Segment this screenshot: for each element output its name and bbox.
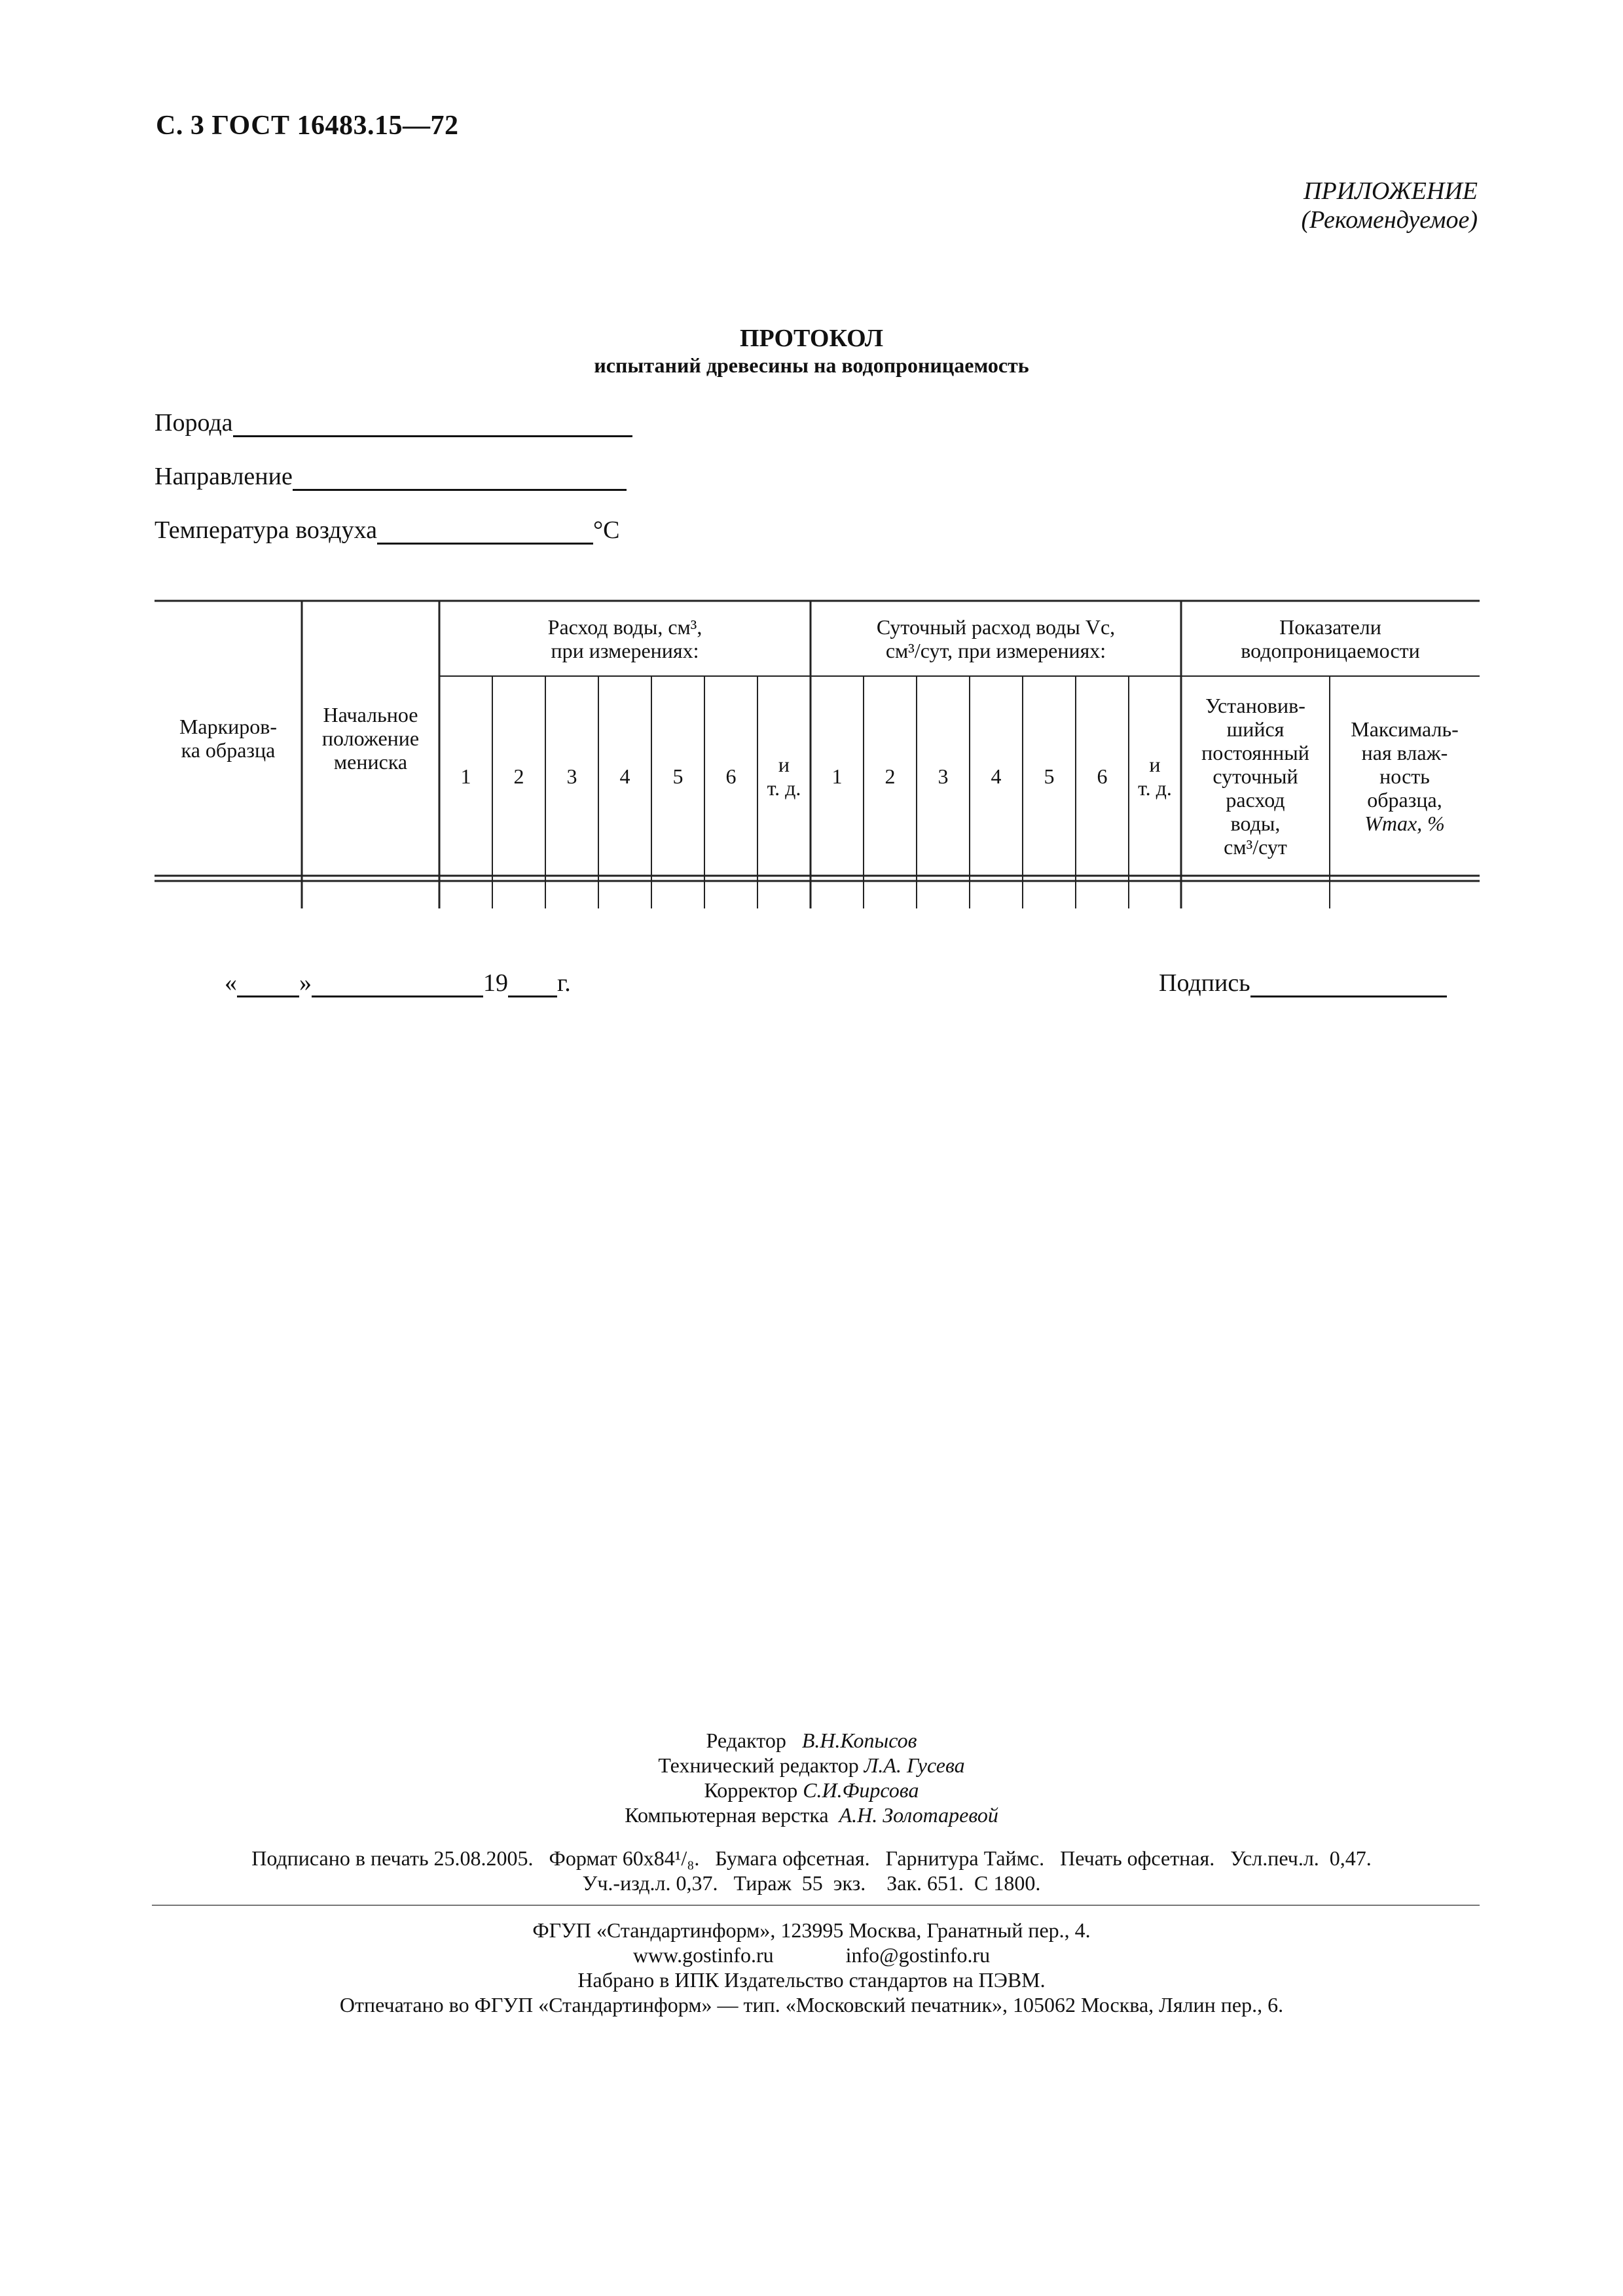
header-indicators-line1: Показатели (1279, 615, 1381, 639)
daily-etc-line2: т. д. (1138, 776, 1172, 800)
direction-field (155, 462, 627, 491)
credit-name: А.Н. Золотаревой (839, 1803, 998, 1827)
daily-measure-1: 1 (831, 764, 843, 788)
publisher-typeset: Набрано в ИПК Издательство стандартов на ПЭВМ. (577, 1968, 1046, 1992)
appendix-note: (Рекомендуемое) (1301, 206, 1478, 234)
water-measure-3: 3 (566, 764, 577, 788)
print-info-line1: Подписано в печать 25.08.2005. Формат 60x84¹/₈. Бумага офсетная. Гарнитура Таймс. Печать офсетная. Усл.печ.л. 0,47. (251, 1846, 1372, 1870)
publisher-printed: Отпечатано во ФГУП «Стандартинформ» — тип. «Московский печатник», 105062 Москва, Лялин пер., 6. (339, 1993, 1284, 2017)
page-header: С. 3 ГОСТ 16483.15—72 (156, 111, 459, 141)
signature-blank[interactable] (1250, 973, 1447, 997)
open-quote: « (225, 969, 237, 997)
protocol-title (0, 324, 1623, 378)
moisture-line1: Максималь- (1351, 717, 1459, 741)
year-blank[interactable] (508, 973, 557, 997)
print-info-line2: Уч.-изд.л. 0,37. Тираж 55 экз. Зак. 651. С 1800. (582, 1871, 1041, 1895)
close-quote: » (299, 969, 312, 997)
header-water-line2: при измерениях: (551, 638, 699, 662)
signature-line (1159, 969, 1447, 997)
credits-block (0, 1728, 1623, 1827)
credit-role: Технический редактор (658, 1753, 859, 1777)
publisher-email[interactable]: info@gostinfo.ru (845, 1943, 991, 1967)
steady-line4: суточный (1213, 764, 1298, 788)
air-temp-field (155, 516, 620, 545)
credit-tech-editor (0, 1753, 1623, 1778)
signature-label: Подпись (1159, 969, 1250, 997)
credit-name: С.И.Фирсова (803, 1778, 919, 1802)
header-daily-line1: Суточный расход воды Vс, (876, 615, 1116, 639)
daily-measure-5: 5 (1044, 764, 1055, 788)
steady-line3: постоянный (1201, 740, 1309, 764)
water-measure-4: 4 (619, 764, 630, 788)
date-line (225, 969, 571, 997)
appendix-label (1302, 177, 1478, 234)
water-measure-6: 6 (725, 764, 737, 788)
water-measure-2: 2 (513, 764, 524, 788)
water-measure-5: 5 (672, 764, 684, 788)
air-temp-label: Температура воздуха (155, 516, 377, 544)
header-meniscus-line1: Начальное (323, 703, 418, 726)
daily-measure-6: 6 (1097, 764, 1108, 788)
header-daily-group (811, 601, 1181, 676)
credit-name: Л.А. Гусева (864, 1753, 965, 1777)
steady-line2: шийся (1226, 717, 1285, 741)
credit-editor (0, 1728, 1623, 1753)
daily-measure-3: 3 (938, 764, 949, 788)
publisher-contacts (0, 1943, 1623, 1967)
header-daily-line2: см³/сут, при измерениях: (885, 638, 1106, 662)
protocol-table (155, 601, 1480, 908)
header-max-moisture (1330, 676, 1480, 876)
daily-measure-2: 2 (884, 764, 896, 788)
daily-measure-4: 4 (991, 764, 1002, 788)
steady-line6: воды, (1230, 811, 1281, 835)
water-measure-etc (757, 676, 811, 876)
credit-role: Корректор (704, 1778, 798, 1802)
year-prefix: 19 (483, 969, 508, 997)
header-marking-line2: ка образца (181, 738, 276, 762)
footer-divider (152, 1905, 1480, 1906)
publisher-website[interactable]: www.gostinfo.ru (632, 1943, 774, 1967)
print-info (0, 1846, 1623, 1895)
title-sub: испытаний древесины на водопроницаемость (594, 353, 1029, 377)
moisture-line5: Wmax, % (1364, 811, 1445, 835)
steady-line7: см³/сут (1224, 834, 1287, 859)
day-blank[interactable] (237, 973, 299, 997)
header-meniscus-line3: мениска (333, 750, 408, 774)
credit-role: Редактор (706, 1729, 786, 1752)
header-marking (155, 601, 302, 876)
credit-role: Компьютерная верстка (625, 1803, 829, 1827)
species-label: Порода (155, 409, 233, 437)
water-etc-line1: и (778, 752, 790, 776)
direction-label: Направление (155, 463, 293, 490)
direction-blank[interactable] (293, 467, 627, 491)
daily-measure-etc (1129, 676, 1181, 876)
credit-proofreader (0, 1778, 1623, 1803)
month-blank[interactable] (312, 973, 483, 997)
publisher-block (0, 1918, 1623, 2017)
header-indicators-group (1181, 601, 1480, 676)
steady-line1: Установив- (1205, 693, 1305, 717)
header-marking-line1: Маркиров- (179, 715, 278, 738)
header-indicators-line2: водопроницаемости (1241, 638, 1420, 662)
moisture-line3: ность (1379, 764, 1430, 788)
daily-etc-line1: и (1149, 752, 1161, 776)
header-water-line1: Расход воды, см³, (547, 615, 702, 639)
credit-layout (0, 1803, 1623, 1827)
appendix-title: ПРИЛОЖЕНИЕ (1304, 177, 1478, 205)
year-suffix: г. (557, 969, 571, 997)
water-etc-line2: т. д. (767, 776, 801, 800)
title-main: ПРОТОКОЛ (739, 325, 884, 352)
header-meniscus-line2: положение (321, 726, 420, 750)
header-steady-rate (1181, 676, 1330, 876)
species-blank[interactable] (233, 413, 632, 437)
moisture-line2: ная влаж- (1361, 740, 1448, 764)
credit-name: В.Н.Копысов (801, 1729, 917, 1752)
publisher-address: ФГУП «Стандартинформ», 123995 Москва, Гранатный пер., 4. (532, 1918, 1091, 1942)
air-temp-blank[interactable] (377, 520, 593, 545)
moisture-line4: образца, (1367, 787, 1442, 812)
water-measure-1: 1 (460, 764, 471, 788)
steady-line5: расход (1226, 787, 1285, 812)
temp-unit: °С (593, 516, 620, 544)
header-meniscus (302, 601, 439, 876)
species-field (155, 408, 632, 437)
header-water-group (439, 601, 811, 676)
